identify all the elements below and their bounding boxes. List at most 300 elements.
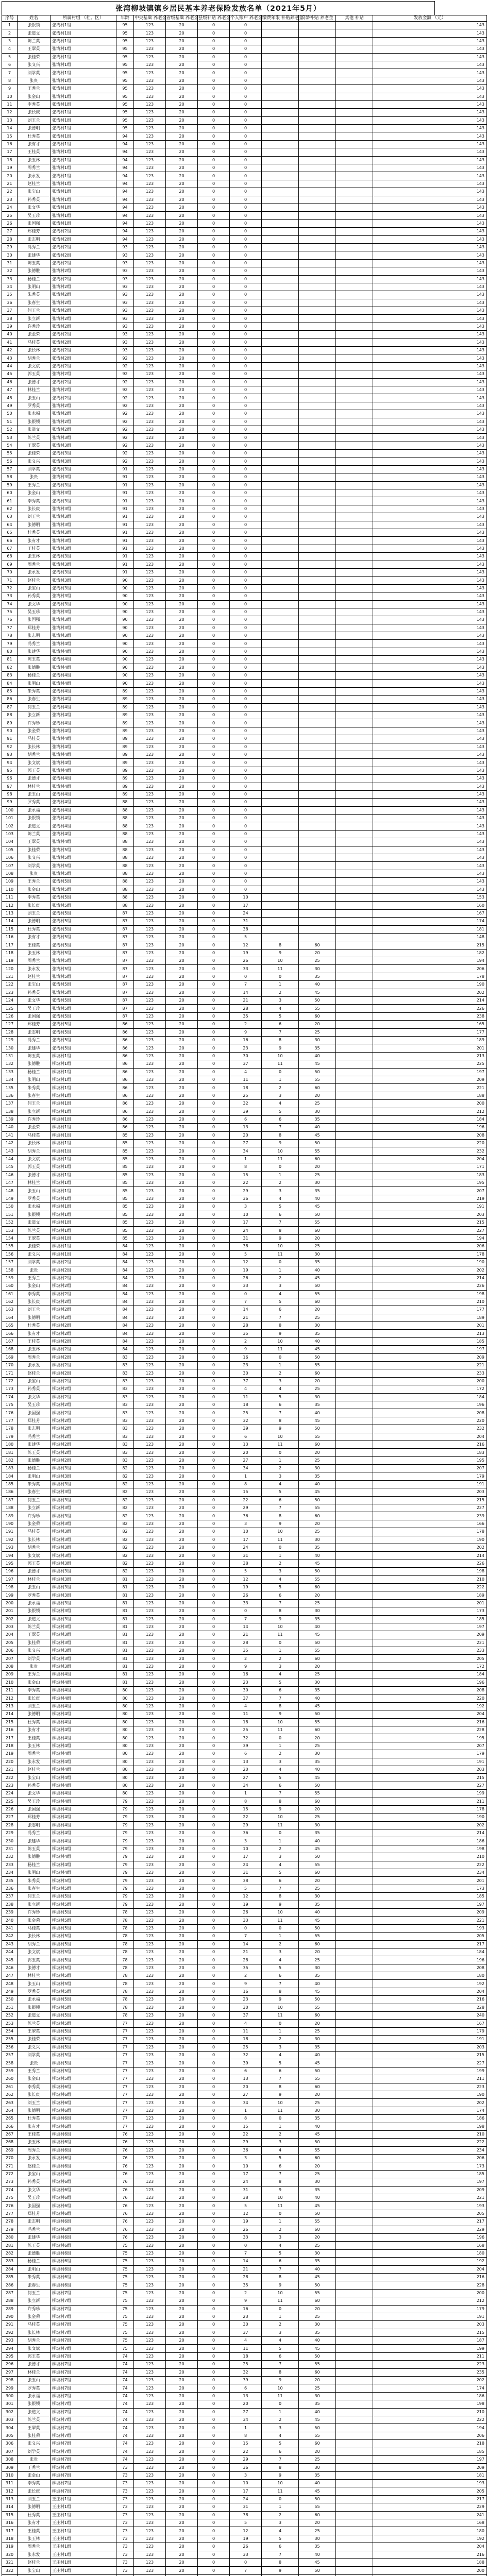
- table-cell: 92: [116, 402, 134, 410]
- table-cell: [336, 180, 373, 188]
- table-cell: [299, 608, 336, 616]
- table-row: [2, 2043, 487, 2051]
- table-cell: 柳坡村4组: [51, 1671, 116, 1679]
- table-cell: 张永发: [18, 2155, 51, 2162]
- table-cell: 196: [373, 1401, 487, 1409]
- table-cell: 123: [134, 1488, 166, 1496]
- table-cell: 189: [373, 1037, 487, 1044]
- table-cell: 27: [230, 1140, 262, 1147]
- table-cell: 60: [299, 1512, 336, 1520]
- table-cell: 77: [116, 2043, 134, 2051]
- table-cell: 19: [230, 949, 262, 957]
- table-cell: 0: [198, 1218, 230, 1226]
- table-cell: 20: [166, 1179, 198, 1187]
- table-cell: 0: [198, 553, 230, 561]
- table-row: [2, 1933, 487, 1940]
- table-cell: 123: [134, 545, 166, 552]
- table-cell: [336, 1512, 373, 1520]
- table-cell: 123: [134, 1639, 166, 1647]
- table-cell: 11: [262, 1631, 299, 1639]
- table-cell: 1: [230, 1155, 262, 1163]
- table-cell: 柳坡村5组: [51, 1980, 116, 1988]
- table-cell: 123: [134, 1274, 166, 1282]
- table-cell: 张志明: [18, 2218, 51, 2226]
- table-cell: 123: [134, 838, 166, 846]
- table-cell: 柳坡村1组: [51, 1203, 116, 1211]
- table-cell: 216: [373, 1440, 487, 1448]
- table-row: [2, 2289, 487, 2297]
- table-cell: 284: [2, 2265, 18, 2273]
- table-cell: 10: [262, 1243, 299, 1250]
- table-cell: 张永福: [18, 1203, 51, 1211]
- table-cell: [336, 489, 373, 497]
- table-cell: 123: [134, 696, 166, 703]
- table-cell: 张国强: [18, 1012, 51, 1020]
- table-cell: 123: [134, 1140, 166, 1147]
- table-cell: 37: [230, 2012, 262, 2020]
- table-cell: 10: [262, 957, 299, 965]
- table-row: [2, 1877, 487, 1885]
- table-cell: 0: [230, 815, 262, 822]
- table-row: [2, 1092, 487, 1099]
- table-cell: [299, 918, 336, 925]
- table-cell: 0: [198, 1337, 230, 1345]
- table-cell: 10: [262, 1814, 299, 1821]
- table-cell: [336, 2511, 373, 2519]
- table-cell: 76: [116, 2155, 134, 2162]
- header-base-city: 省级基础 养老金: [166, 15, 199, 21]
- table-row: [2, 370, 487, 378]
- table-cell: 张金荣: [18, 2313, 51, 2320]
- table-cell: 74: [2, 600, 18, 608]
- table-cell: [262, 148, 299, 156]
- table-cell: 0: [198, 1710, 230, 1718]
- table-cell: 0: [198, 711, 230, 719]
- table-cell: 188: [373, 2559, 487, 2567]
- table-cell: 0: [198, 2281, 230, 2289]
- table-cell: [262, 37, 299, 45]
- table-cell: 0: [198, 775, 230, 783]
- table-cell: 0: [198, 1742, 230, 1750]
- table-cell: 20: [166, 410, 198, 418]
- table-cell: 柳坡村7组: [51, 2345, 116, 2352]
- table-cell: 张桂荣: [18, 2432, 51, 2439]
- table-cell: 王秀兰: [18, 481, 51, 489]
- table-cell: 柳坡村4组: [51, 1805, 116, 1813]
- table-row: [2, 1155, 487, 1163]
- table-cell: 306: [2, 2440, 18, 2448]
- table-cell: 0: [230, 505, 262, 513]
- table-cell: 4: [262, 1671, 299, 1679]
- table-cell: 20: [166, 1488, 198, 1496]
- table-cell: [336, 1084, 373, 1092]
- table-cell: 123: [134, 1718, 166, 1726]
- table-cell: 柳坡村5组: [51, 1877, 116, 1885]
- table-cell: 143: [373, 148, 487, 156]
- table-cell: 张明山: [18, 283, 51, 291]
- table-cell: 20: [166, 799, 198, 806]
- table-cell: 张金山: [18, 489, 51, 497]
- table-cell: 5: [230, 1885, 262, 1892]
- table-cell: 101: [2, 815, 18, 822]
- table-row: [2, 2059, 487, 2067]
- table-cell: 93: [116, 347, 134, 354]
- table-cell: [336, 1853, 373, 1861]
- table-cell: [299, 331, 336, 338]
- table-cell: 210: [373, 1853, 487, 1861]
- table-cell: 0: [198, 1964, 230, 1972]
- table-cell: 0: [198, 997, 230, 1005]
- table-cell: 40: [299, 2123, 336, 2130]
- table-cell: [336, 1631, 373, 1639]
- table-cell: 0: [198, 275, 230, 283]
- table-cell: 0: [198, 2384, 230, 2392]
- table-cell: 91: [116, 529, 134, 537]
- table-cell: 90: [116, 624, 134, 632]
- table-cell: 0: [198, 2155, 230, 2162]
- table-cell: [336, 1798, 373, 1805]
- table-cell: 90: [116, 632, 134, 640]
- table-cell: 0: [198, 909, 230, 917]
- table-cell: 75: [116, 2249, 134, 2257]
- table-cell: 张湾村3组: [51, 434, 116, 442]
- table-cell: 76: [116, 2146, 134, 2154]
- table-cell: 0: [198, 37, 230, 45]
- table-cell: 45: [299, 2273, 336, 2281]
- table-cell: [336, 1908, 373, 1916]
- table-cell: 张宝山: [18, 1377, 51, 1385]
- table-cell: 0: [198, 2305, 230, 2313]
- table-cell: 李秀英: [18, 2480, 51, 2487]
- table-row: [2, 1203, 487, 1211]
- table-cell: 123: [134, 172, 166, 180]
- table-cell: 185: [373, 2448, 487, 2455]
- table-cell: 34: [230, 1465, 262, 1472]
- table-row: [2, 212, 487, 219]
- table-cell: 张银锁: [18, 2004, 51, 2011]
- table-cell: [262, 830, 299, 838]
- table-cell: 张德才: [18, 1171, 51, 1179]
- table-cell: 73: [116, 2503, 134, 2511]
- table-cell: 81: [116, 1679, 134, 1686]
- table-cell: 0: [198, 2408, 230, 2416]
- table-cell: [299, 846, 336, 854]
- table-cell: 85: [116, 1187, 134, 1195]
- header-name: 姓名: [18, 15, 51, 22]
- table-cell: [262, 315, 299, 323]
- table-cell: 4: [262, 1766, 299, 1773]
- table-cell: 柳坡村3组: [51, 1480, 116, 1488]
- table-cell: [336, 2455, 373, 2463]
- table-cell: [262, 450, 299, 457]
- table-cell: 143: [373, 799, 487, 806]
- table-cell: 0: [198, 2273, 230, 2281]
- table-cell: 234: [373, 1869, 487, 1877]
- table-cell: 81: [116, 1591, 134, 1599]
- table-cell: 177: [2, 1417, 18, 1425]
- table-row: [2, 132, 487, 140]
- table-cell: 40: [299, 2480, 336, 2487]
- table-cell: 123: [134, 949, 166, 957]
- table-cell: 55: [299, 1290, 336, 1298]
- table-cell: [299, 402, 336, 410]
- table-cell: 2: [262, 2226, 299, 2233]
- table-cell: 123: [134, 2083, 166, 2091]
- table-cell: 39: [230, 2377, 262, 2384]
- table-cell: 柳坡村1组: [51, 1155, 116, 1163]
- table-cell: [299, 719, 336, 727]
- table-cell: 20: [166, 299, 198, 307]
- table-cell: 123: [134, 481, 166, 489]
- table-cell: 123: [134, 767, 166, 774]
- table-cell: 291: [2, 2321, 18, 2329]
- table-cell: 10: [262, 2289, 299, 2297]
- table-cell: 张文华: [18, 204, 51, 211]
- table-cell: 193: [2, 1544, 18, 1552]
- table-cell: 123: [134, 973, 166, 980]
- table-cell: 123: [134, 394, 166, 402]
- table-cell: 柳坡村5组: [51, 1924, 116, 1932]
- table-row: [2, 354, 487, 362]
- table-row: [2, 1187, 487, 1195]
- table-cell: 10: [262, 2099, 299, 2107]
- table-cell: 柳坡村2组: [51, 1456, 116, 1464]
- table-cell: 123: [134, 2091, 166, 2098]
- table-cell: [336, 2099, 373, 2107]
- table-cell: 20: [299, 1734, 336, 1742]
- table-cell: [299, 69, 336, 77]
- table-cell: 196: [2, 1568, 18, 1575]
- table-cell: [262, 172, 299, 180]
- table-cell: 99: [2, 799, 18, 806]
- table-cell: 20: [166, 1369, 198, 1377]
- table-cell: 20: [166, 1290, 198, 1298]
- table-cell: 20: [166, 2115, 198, 2123]
- table-cell: 87: [116, 997, 134, 1005]
- table-cell: 柳坡村2组: [51, 1346, 116, 1353]
- table-cell: 88: [116, 846, 134, 854]
- table-cell: 84: [2, 680, 18, 687]
- table-cell: 20: [166, 2448, 198, 2455]
- table-cell: 0: [230, 822, 262, 830]
- table-header: [2, 15, 487, 22]
- table-cell: 0: [198, 489, 230, 497]
- table-cell: 75: [2, 608, 18, 616]
- table-cell: 20: [166, 2368, 198, 2376]
- table-row: [2, 1472, 487, 1480]
- table-cell: 74: [116, 2424, 134, 2432]
- table-cell: 199: [373, 1790, 487, 1798]
- table-cell: 143: [373, 751, 487, 758]
- table-cell: 123: [134, 77, 166, 84]
- table-cell: 20: [166, 1084, 198, 1092]
- table-cell: 40: [299, 1552, 336, 1560]
- table-cell: 166: [373, 1520, 487, 1528]
- table-cell: 0: [198, 1449, 230, 1456]
- table-row: [2, 2305, 487, 2313]
- table-cell: 张玉山: [18, 1980, 51, 1988]
- table-cell: 143: [373, 687, 487, 695]
- table-cell: 20: [166, 1774, 198, 1782]
- table-cell: 0: [198, 1679, 230, 1686]
- table-cell: 143: [373, 473, 487, 481]
- table-cell: 10: [230, 2480, 262, 2487]
- table-cell: 25: [299, 1100, 336, 1108]
- table-row: [2, 1377, 487, 1385]
- table-cell: 35: [299, 1044, 336, 1052]
- table-cell: 79: [116, 1877, 134, 1885]
- table-row: [2, 1940, 487, 1948]
- table-cell: 0: [198, 1163, 230, 1171]
- table-cell: 123: [134, 235, 166, 243]
- table-cell: 233: [2, 1861, 18, 1869]
- table-cell: 82: [116, 1520, 134, 1528]
- table-cell: 张湾村2组: [51, 235, 116, 243]
- table-cell: 14: [230, 1940, 262, 1948]
- table-cell: 319: [2, 2543, 18, 2551]
- table-cell: [336, 370, 373, 378]
- table-cell: 11: [262, 1440, 299, 1448]
- table-cell: 123: [134, 125, 166, 132]
- table-cell: 2: [262, 1084, 299, 1092]
- table-cell: 123: [134, 2559, 166, 2567]
- table-cell: 6: [230, 1433, 262, 1440]
- table-row: [2, 2471, 487, 2479]
- table-cell: [299, 109, 336, 116]
- table-row: [2, 243, 487, 251]
- table-cell: 20: [166, 2519, 198, 2527]
- table-cell: 92: [116, 370, 134, 378]
- table-cell: 294: [2, 2345, 18, 2352]
- table-cell: 2: [262, 1179, 299, 1187]
- table-cell: [299, 537, 336, 545]
- table-cell: 张玉山: [18, 2377, 51, 2384]
- table-cell: 张长林: [18, 2329, 51, 2336]
- table-cell: 20: [166, 711, 198, 719]
- table-cell: [336, 1956, 373, 1964]
- table-cell: 张湾村1组: [51, 219, 116, 227]
- table-cell: 1: [262, 2408, 299, 2416]
- table-cell: 王庄村1组: [51, 2567, 116, 2574]
- table-cell: 柳坡村4组: [51, 1869, 116, 1877]
- table-cell: 213: [373, 1330, 487, 1337]
- table-cell: 94: [116, 148, 134, 156]
- table-cell: [299, 164, 336, 172]
- table-cell: 60: [299, 1940, 336, 1948]
- table-cell: 张湾村4组: [51, 711, 116, 719]
- table-cell: [262, 109, 299, 116]
- table-row: [2, 1528, 487, 1536]
- table-cell: 93: [116, 315, 134, 323]
- table-row: [2, 2123, 487, 2130]
- table-cell: 0: [198, 1250, 230, 1258]
- table-cell: 张贵: [18, 77, 51, 84]
- table-cell: 0: [198, 1663, 230, 1670]
- table-cell: 0: [198, 235, 230, 243]
- table-cell: 86: [116, 1068, 134, 1076]
- table-cell: 0: [198, 1258, 230, 1266]
- table-cell: 60: [299, 1084, 336, 1092]
- table-cell: 张湾村4组: [51, 767, 116, 774]
- table-cell: 张湾村3组: [51, 450, 116, 457]
- table-row: [2, 2464, 487, 2471]
- table-cell: 柳坡村4组: [51, 1853, 116, 1861]
- table-cell: [336, 1465, 373, 1472]
- table-cell: 张有才: [18, 1726, 51, 1734]
- table-cell: 王庄村1组: [51, 2543, 116, 2551]
- table-cell: 75: [116, 2297, 134, 2305]
- table-cell: 10: [262, 1528, 299, 1536]
- table-cell: [336, 1972, 373, 1980]
- table-cell: [262, 703, 299, 711]
- table-cell: 20: [299, 1805, 336, 1813]
- table-cell: 0: [198, 902, 230, 909]
- table-cell: 20: [166, 1544, 198, 1552]
- table-cell: 91: [116, 481, 134, 489]
- table-cell: 0: [230, 497, 262, 505]
- table-cell: 123: [134, 600, 166, 608]
- table-cell: 60: [299, 2083, 336, 2091]
- table-cell: 20: [166, 2059, 198, 2067]
- table-cell: 123: [134, 2471, 166, 2479]
- table-cell: 204: [373, 1433, 487, 1440]
- table-cell: 143: [373, 77, 487, 84]
- table-cell: 9: [262, 2091, 299, 2098]
- table-cell: 282: [2, 2249, 18, 2257]
- table-cell: 307: [2, 2448, 18, 2455]
- table-cell: 91: [116, 545, 134, 552]
- table-cell: 86: [116, 1108, 134, 1115]
- table-cell: [299, 687, 336, 695]
- table-cell: 王桂英: [18, 2130, 51, 2138]
- table-cell: 10: [230, 2162, 262, 2170]
- table-cell: 84: [116, 1274, 134, 1282]
- table-cell: 123: [134, 418, 166, 426]
- table-cell: 73: [116, 2511, 134, 2519]
- table-cell: [336, 870, 373, 877]
- table-cell: [299, 854, 336, 862]
- table-cell: 张银锁: [18, 815, 51, 822]
- table-cell: 0: [198, 568, 230, 576]
- table-cell: 柳坡村3组: [51, 1568, 116, 1575]
- table-row: [2, 1060, 487, 1068]
- table-cell: 胡秀兰: [18, 1544, 51, 1552]
- table-row: [2, 315, 487, 323]
- table-cell: 87: [116, 973, 134, 980]
- table-cell: [336, 2123, 373, 2130]
- table-cell: 83: [116, 1456, 134, 1464]
- table-cell: [336, 457, 373, 465]
- table-cell: [262, 687, 299, 695]
- table-cell: 0: [198, 513, 230, 521]
- table-cell: 35: [299, 1972, 336, 1980]
- table-cell: 143: [373, 418, 487, 426]
- table-cell: 张桂荣: [18, 1243, 51, 1250]
- table-cell: [336, 1258, 373, 1266]
- table-cell: 50: [299, 1353, 336, 1361]
- table-cell: 80: [116, 1782, 134, 1789]
- table-cell: 20: [166, 1615, 198, 1623]
- table-cell: 20: [166, 600, 198, 608]
- table-cell: 10: [262, 1908, 299, 1916]
- table-cell: 25: [230, 1092, 262, 1099]
- table-cell: 143: [373, 822, 487, 830]
- table-cell: 85: [116, 1147, 134, 1155]
- table-cell: 0: [198, 1671, 230, 1679]
- table-cell: 123: [134, 680, 166, 687]
- table-cell: 94: [116, 180, 134, 188]
- table-cell: 0: [230, 251, 262, 259]
